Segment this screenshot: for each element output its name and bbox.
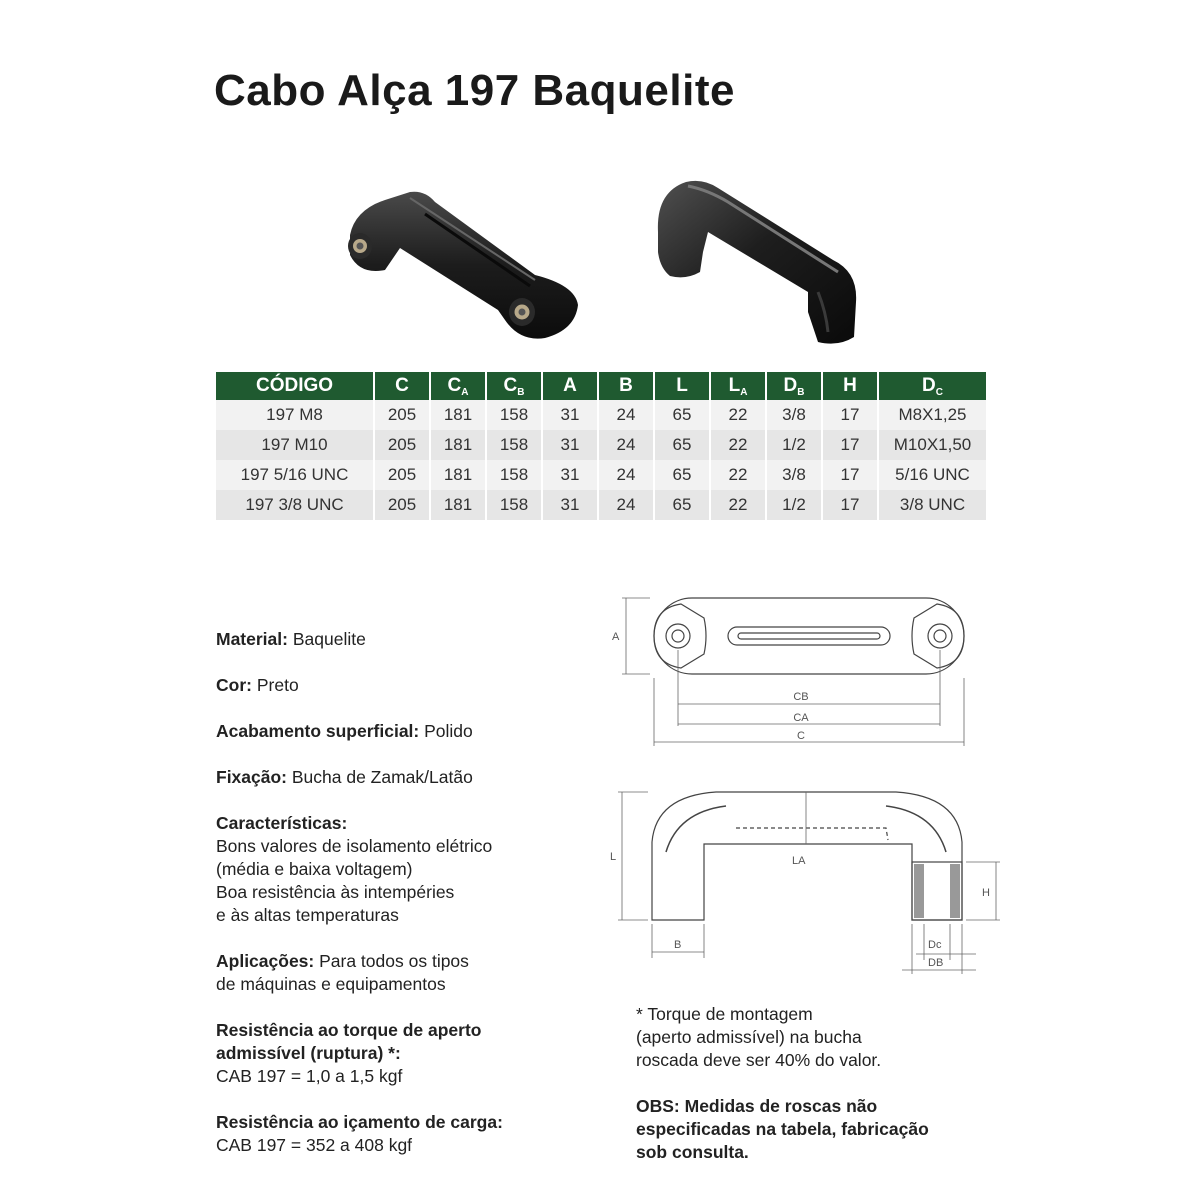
col-codigo: CÓDIGO xyxy=(216,372,373,400)
table-cell: 158 xyxy=(487,490,541,520)
table-cell: 3/8 UNC xyxy=(879,490,986,520)
table-cell: 65 xyxy=(655,460,709,490)
page-title: Cabo Alça 197 Baquelite xyxy=(214,66,735,115)
specs-table xyxy=(214,372,988,520)
table-cell: 1/2 xyxy=(767,430,821,460)
table-cell: 65 xyxy=(655,490,709,520)
dim-label-b: B xyxy=(674,939,682,951)
table-cell: 31 xyxy=(543,460,597,490)
handle-photo-underside xyxy=(330,180,590,345)
table-cell: 181 xyxy=(431,430,485,460)
table-cell: 5/16 UNC xyxy=(879,460,986,490)
table-cell: 197 M10 xyxy=(216,430,373,460)
table-cell: 197 3/8 UNC xyxy=(216,490,373,520)
col-h: H xyxy=(823,372,877,400)
table-cell: 22 xyxy=(711,430,765,460)
table-cell: 205 xyxy=(375,490,429,520)
dim-label-a: A xyxy=(612,631,620,643)
table-cell: 65 xyxy=(655,400,709,430)
dim-label-db: DB xyxy=(928,957,944,969)
material-line: Material: Baquelite xyxy=(216,629,366,649)
cor-line: Cor: Preto xyxy=(216,675,299,695)
table-cell: 158 xyxy=(487,460,541,490)
col-a: A xyxy=(543,372,597,400)
table-header-row xyxy=(216,372,986,400)
acabamento-line: Acabamento superficial: Polido xyxy=(216,721,473,741)
table-cell: 3/8 xyxy=(767,460,821,490)
torque-note: * Torque de montagem (aperto admissível) na bucha roscada deve ser 40% do valor. xyxy=(636,1004,882,1070)
col-b: B xyxy=(599,372,653,400)
table-cell: 205 xyxy=(375,460,429,490)
table-cell: M10X1,50 xyxy=(879,430,986,460)
table-row xyxy=(216,430,986,460)
table-cell: 24 xyxy=(599,460,653,490)
col-c: C xyxy=(375,372,429,400)
table-cell: 181 xyxy=(431,400,485,430)
table-cell: 205 xyxy=(375,400,429,430)
table-cell: 17 xyxy=(823,490,877,520)
col-db: $D_B$ xyxy=(767,372,821,400)
aplicacoes-block: Aplicações: Para todos os tipos de máquinas e equipamentos xyxy=(216,951,469,994)
dim-label-la: LA xyxy=(792,855,806,867)
col-cb: $C_B$ xyxy=(487,372,541,400)
table-cell: 205 xyxy=(375,430,429,460)
table-cell: 158 xyxy=(487,430,541,460)
caracteristicas-block: Características: Bons valores de isolamento elétrico (média e baixa voltagem) Boa resistência às intempéries e às altas temperaturas xyxy=(216,813,493,925)
table-cell: 17 xyxy=(823,460,877,490)
table-cell: 24 xyxy=(599,400,653,430)
table-row xyxy=(216,400,986,430)
technical-drawing-top-view xyxy=(596,588,1006,748)
dim-label-cb: CB xyxy=(793,691,809,703)
technical-drawing-side-view xyxy=(596,782,1006,977)
table-cell: M8X1,25 xyxy=(879,400,986,430)
table-cell: 24 xyxy=(599,490,653,520)
obs-note: OBS: Medidas de roscas não especificadas na tabela, fabricação sob consulta. xyxy=(636,1096,929,1162)
table-cell: 3/8 xyxy=(767,400,821,430)
table-cell: 22 xyxy=(711,400,765,430)
dim-label-c: C xyxy=(797,730,805,742)
table-cell: 17 xyxy=(823,430,877,460)
table-cell: 65 xyxy=(655,430,709,460)
table-cell: 181 xyxy=(431,490,485,520)
dim-label-h: H xyxy=(982,887,990,899)
col-la: $L_A$ xyxy=(711,372,765,400)
table-cell: 1/2 xyxy=(767,490,821,520)
table-cell: 197 5/16 UNC xyxy=(216,460,373,490)
fixacao-line: Fixação: Bucha de Zamak/Latão xyxy=(216,767,473,787)
table-cell: 17 xyxy=(823,400,877,430)
table-row xyxy=(216,490,986,520)
dim-label-ca: CA xyxy=(793,712,809,724)
table-cell: 22 xyxy=(711,460,765,490)
notes xyxy=(636,1003,996,1187)
table-row xyxy=(216,460,986,490)
torque-block: Resistência ao torque de aperto admissível (ruptura) *: CAB 197 = 1,0 a 1,5 kgf xyxy=(216,1020,482,1086)
table-cell: 24 xyxy=(599,430,653,460)
col-dc: $D_C$ xyxy=(879,372,986,400)
dim-label-dc: Dc xyxy=(928,939,942,951)
table-cell: 31 xyxy=(543,400,597,430)
col-l: L xyxy=(655,372,709,400)
carga-block: Resistência ao içamento de carga: CAB 197 = 352 a 408 kgf xyxy=(216,1112,503,1155)
table-cell: 158 xyxy=(487,400,541,430)
table-cell: 197 M8 xyxy=(216,400,373,430)
table-cell: 31 xyxy=(543,430,597,460)
dim-label-l: L xyxy=(610,851,617,863)
table-cell: 31 xyxy=(543,490,597,520)
table-cell: 181 xyxy=(431,460,485,490)
product-info xyxy=(216,628,596,1180)
col-ca: $C_A$ xyxy=(431,372,485,400)
table-cell: 22 xyxy=(711,490,765,520)
handle-photo-top xyxy=(648,172,863,352)
